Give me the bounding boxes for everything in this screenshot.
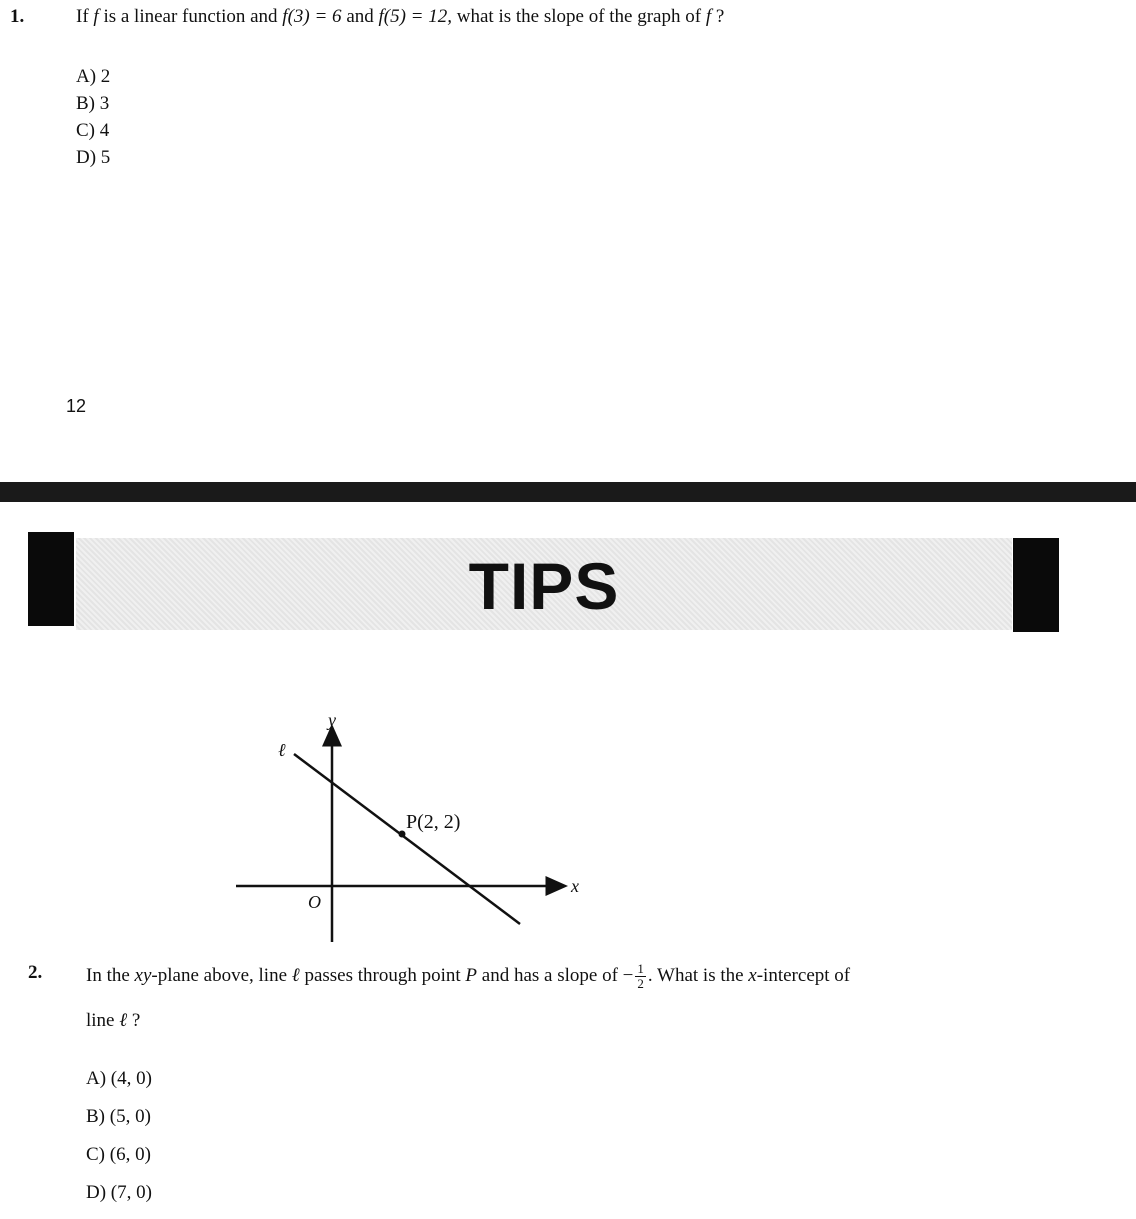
q1-choice-c[interactable]: C) 4 [76, 120, 110, 141]
section-divider [0, 482, 1136, 502]
q1-text-part: ? [711, 6, 725, 27]
line-label: ℓ [278, 740, 286, 760]
q2-x-symbol: x [748, 964, 757, 986]
q2-choice-a[interactable]: A) (4, 0) [86, 1068, 152, 1089]
q2-text-part: ? [127, 1010, 141, 1031]
q2-choice-b[interactable]: B) (5, 0) [86, 1106, 151, 1127]
q2-text-part: In the [86, 964, 135, 986]
q2-text-part: and has a slope of − [477, 964, 634, 986]
q2-choice-d[interactable]: D) (7, 0) [86, 1182, 152, 1203]
slope-fraction [635, 962, 646, 991]
tips-banner-left-block [28, 532, 74, 626]
q1-function-symbol: f [93, 6, 99, 27]
fraction-numerator: 1 [637, 961, 644, 976]
fraction-denominator: 2 [637, 976, 644, 991]
q1-expression-f5: f(5) = 12, [378, 6, 453, 27]
q1-text-part: what is the slope of the graph of [452, 6, 706, 27]
origin-label: O [308, 892, 321, 912]
q2-text-part: -plane above, line [151, 964, 292, 986]
x-axis-label: x [571, 876, 579, 896]
q1-text-part: If [76, 6, 94, 27]
question-2-text-line-2 [86, 1010, 140, 1032]
q2-line-symbol: ℓ [119, 1010, 128, 1031]
q1-choice-a[interactable]: A) 2 [76, 66, 111, 87]
q1-choice-b[interactable]: B) 3 [76, 93, 110, 114]
q2-text-part: line [86, 1010, 120, 1031]
point-p-label: P(2, 2) [406, 811, 461, 833]
y-axis-label: y [328, 710, 336, 730]
line-ell [294, 754, 520, 924]
xy-plane-figure [228, 706, 598, 951]
point-p [399, 831, 406, 838]
q2-text-part: passes through point [299, 964, 466, 986]
q1-text-part: is a linear function and [98, 6, 283, 27]
q2-point-symbol: P [465, 964, 478, 986]
q1-expression-f3: f(3) = 6 [282, 6, 342, 27]
tips-title: TIPS [468, 549, 620, 623]
q2-choice-c[interactable]: C) (6, 0) [86, 1144, 151, 1165]
q2-text-part: -intercept of [756, 964, 851, 986]
q1-function-symbol: f [705, 6, 712, 27]
question-2-text [86, 962, 850, 991]
page-number: 12 [66, 396, 87, 416]
q2-xy-symbol: xy [134, 964, 152, 986]
q2-text-part: . What is the [647, 964, 749, 986]
q2-line-symbol: ℓ [291, 964, 300, 986]
q1-text-part: and [341, 6, 379, 27]
tips-banner-right-block [1013, 538, 1059, 632]
q1-choice-d[interactable]: D) 5 [76, 147, 111, 168]
question-1-number: 1. [10, 6, 25, 27]
question-1-text [76, 6, 724, 28]
question-2-number: 2. [28, 962, 43, 983]
